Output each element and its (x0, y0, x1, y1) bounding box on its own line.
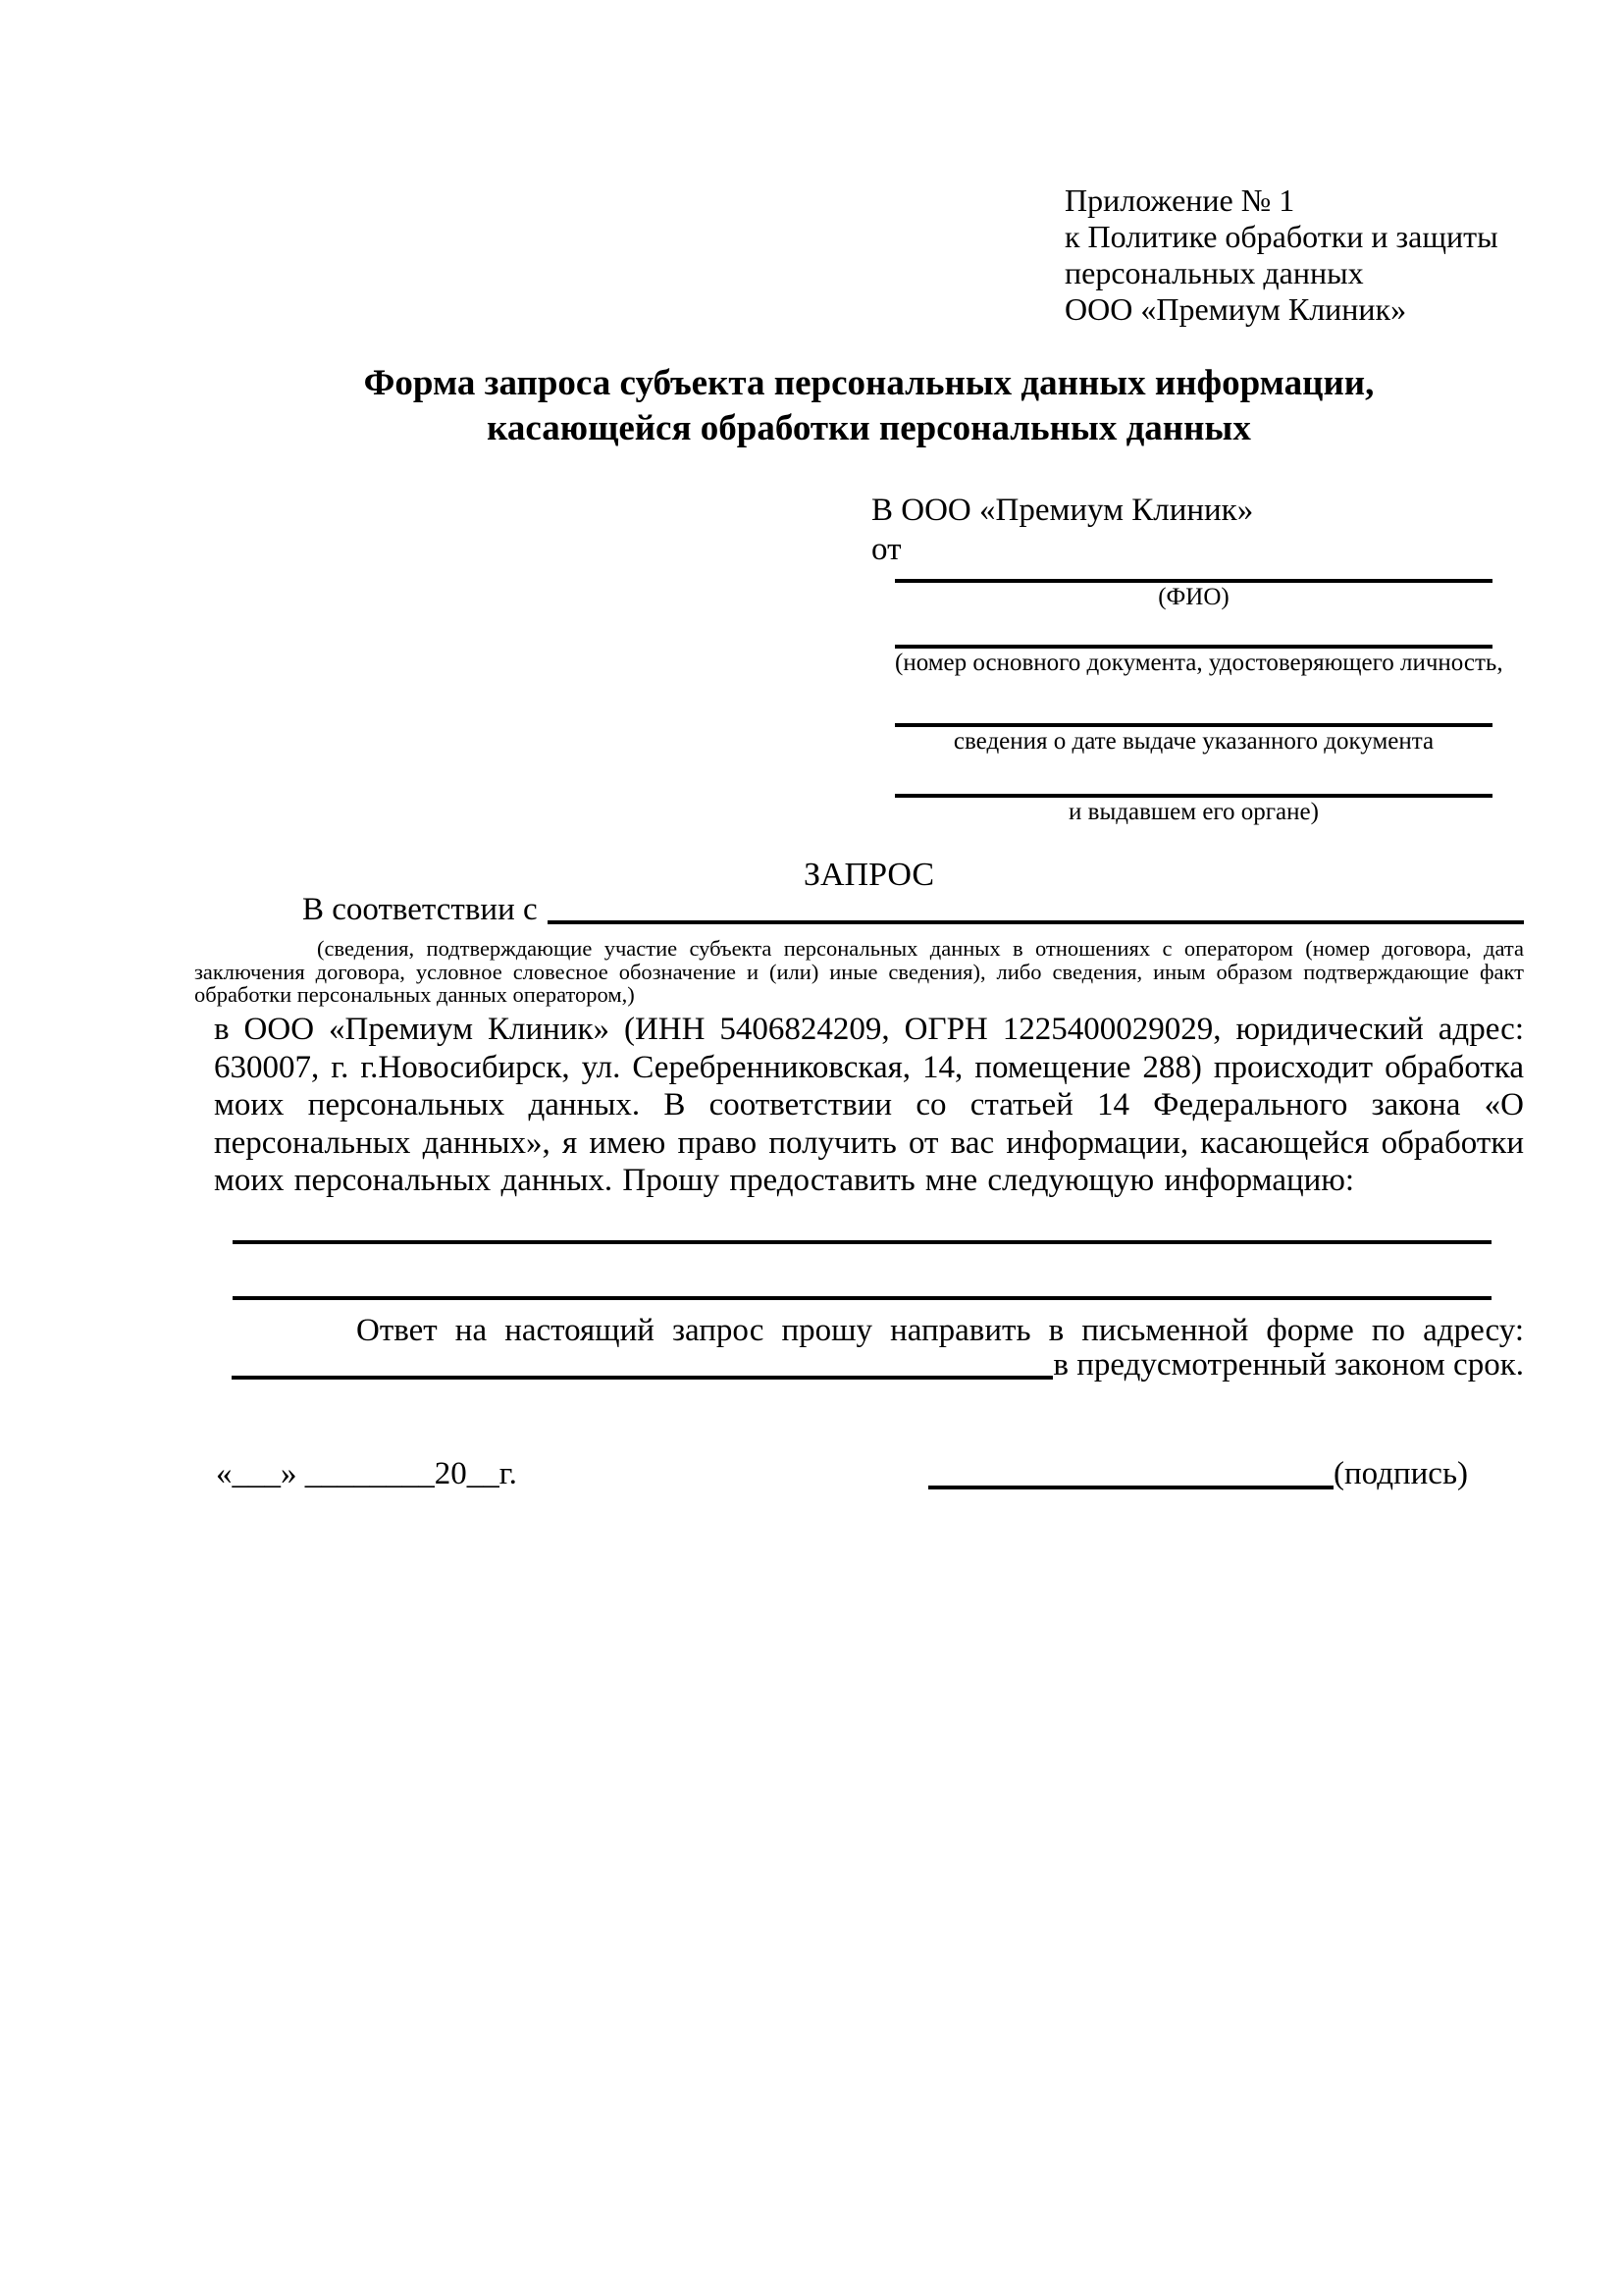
request-body-paragraph: в ООО «Премиум Клиник» (ИНН 5406824209, ОГРН 1225400029029, юридический адрес: 630007, г. г.Новосибирск, ул. Серебренниковская, 14, помещение 288) происходит обработка моих персональных данных. В соответствии со статьей 14 Федерального закона «О персональных данных», я имею право получить от вас информации, касающейся обработки моих персональных данных. Прошу предоставить мне следующую информацию: (214, 1012, 1524, 1198)
document-title-line-1: Форма запроса субъекта персональных данных информации, (363, 363, 1375, 403)
signature-field-line[interactable] (928, 1454, 1334, 1489)
basis-field-line[interactable] (548, 920, 1524, 924)
basis-footnote: (сведения, подтверждающие участие субъекта персональных данных в отношениях с оператором (номер договора, дата заключения договора, условное словесное обозначение и (или) иные сведения), либо сведения, иным образом подтверждающие факт обработки персональных данных оператором,) (194, 936, 1524, 1007)
fio-caption: (ФИО) (1158, 584, 1230, 610)
request-heading: ЗАПРОС (803, 857, 935, 893)
fio-field-line[interactable] (895, 571, 1492, 583)
requested-info-field-line-2[interactable] (233, 1296, 1492, 1300)
document-title-line-2: касающейся обработки персональных данных (487, 408, 1251, 448)
basis-prefix-label: В соответствии с (302, 892, 538, 927)
reply-suffix-label: в предусмотренный законом срок. (1053, 1347, 1524, 1383)
document-title (214, 361, 1524, 451)
appendix-line-3: персональных данных (1065, 255, 1364, 290)
issuing-authority-field-line[interactable] (895, 786, 1492, 798)
issue-date-caption: сведения о дате выдаче указанного документа (953, 728, 1435, 755)
reply-instruction: Ответ на настоящий запрос прошу направить в письменной форме по адресу: (356, 1313, 1524, 1348)
basis-row (214, 891, 1524, 928)
recipient-block (871, 491, 1503, 827)
from-label: от (871, 532, 902, 567)
document-number-field-line[interactable] (895, 637, 1492, 649)
appendix-line-4: ООО «Премиум Клиник» (1065, 291, 1407, 327)
requested-info-field-line-1[interactable] (233, 1240, 1492, 1244)
recipient-organization: В ООО «Премиум Клиник» (871, 493, 1254, 528)
signature-row (216, 1454, 1524, 1493)
address-field-line[interactable] (232, 1376, 1053, 1380)
reply-address-row (214, 1346, 1524, 1383)
signature-caption: (подпись) (1334, 1456, 1468, 1491)
date-field[interactable]: «___» ________20__г. (216, 1456, 517, 1491)
appendix-block (1065, 183, 1498, 328)
appendix-line-2: к Политике обработки и защиты (1065, 219, 1498, 254)
document-number-caption: (номер основного документа, удостоверяющего личность, (895, 650, 1503, 676)
issue-date-field-line[interactable] (895, 715, 1492, 727)
issuing-authority-caption: и выдавшем его органе) (1069, 799, 1319, 825)
appendix-line-1: Приложение № 1 (1065, 183, 1295, 218)
